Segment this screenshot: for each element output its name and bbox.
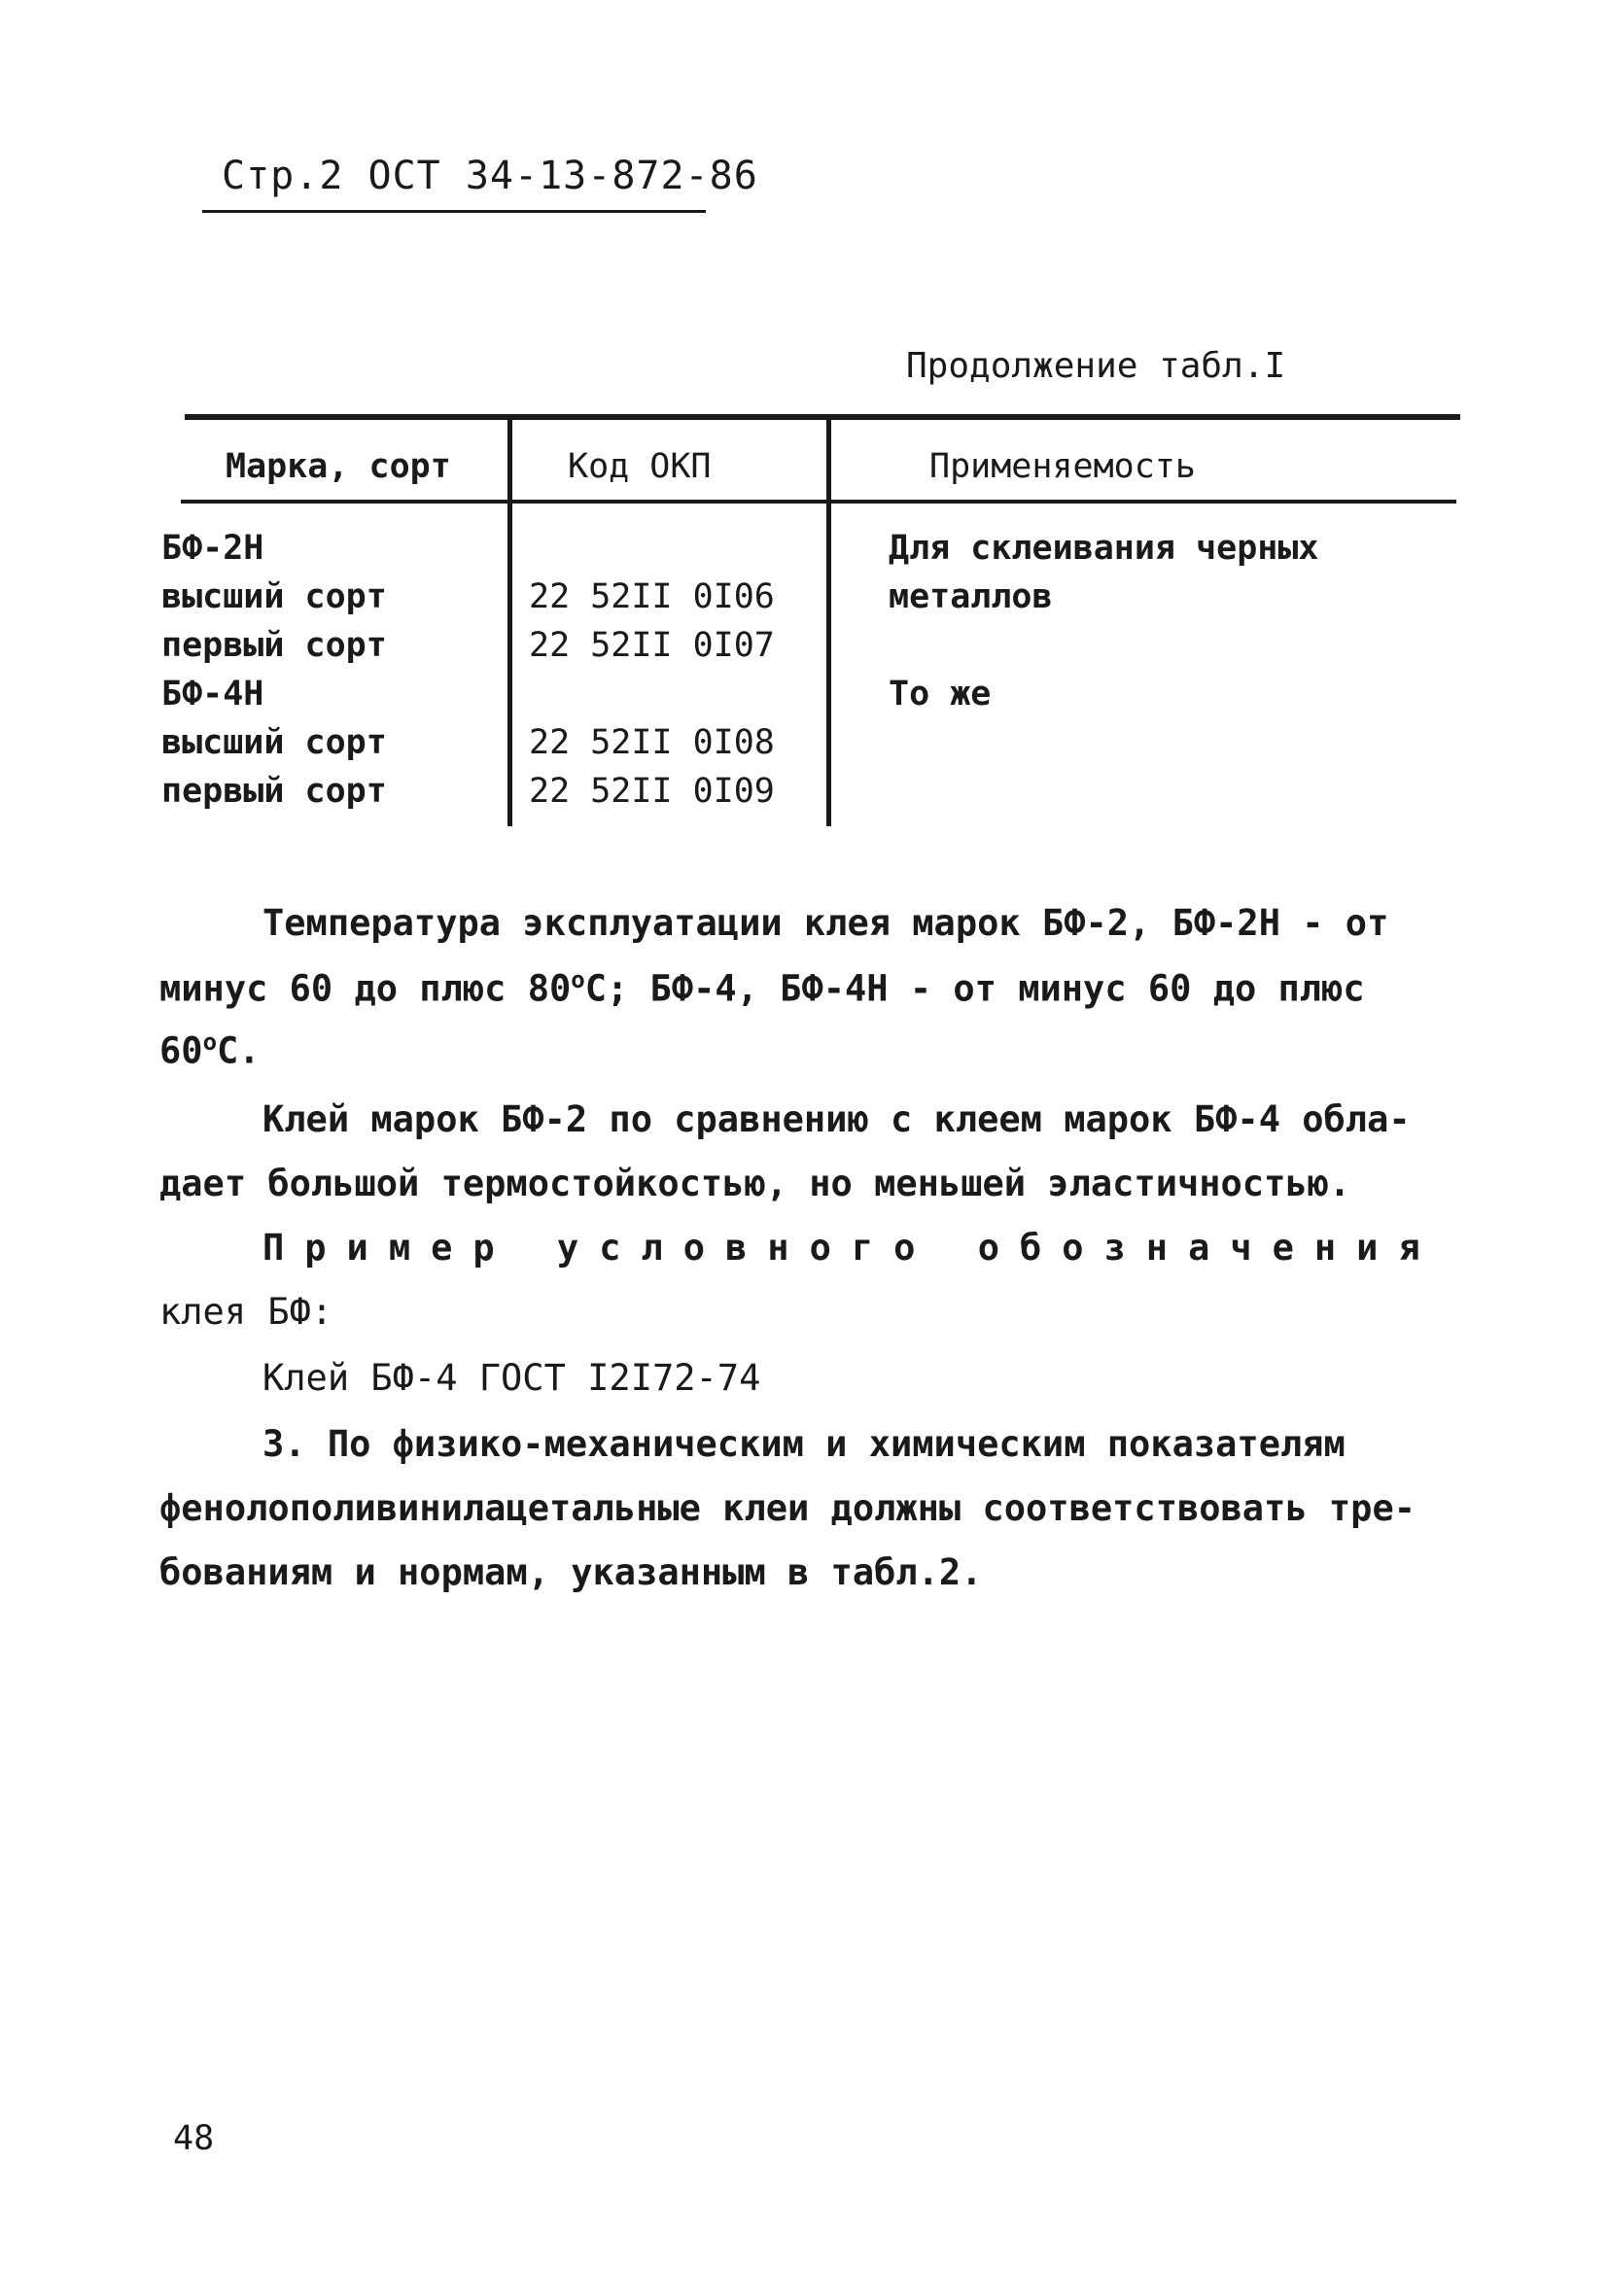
designation-example: Клей БФ-4 ГОСТ I2I72-74 <box>262 1357 761 1399</box>
header-underline <box>202 210 706 213</box>
table-column-divider <box>826 418 831 826</box>
paragraph-line: бованиям и нормам, указанным в табл.2. <box>159 1551 983 1593</box>
page-number: 48 <box>173 2119 215 2158</box>
table-header-mark: Марка, сорт <box>226 447 451 486</box>
spaced-heading: Пример условного обозначения <box>262 1227 1441 1269</box>
table-cell-code: 22 52II 0I07 <box>529 626 775 665</box>
paragraph-line: клея БФ: <box>159 1291 333 1333</box>
table-cell-mark: высший сорт <box>161 723 387 762</box>
table-header-rule <box>181 500 1456 504</box>
table-cell-mark: БФ-2Н <box>161 529 264 568</box>
table-cell-code: 22 52II 0I09 <box>529 772 775 811</box>
table-cell-use: металлов <box>889 577 1053 616</box>
table-cell-mark: первый сорт <box>161 626 387 665</box>
table-cell-use: Для склеивания черных <box>889 529 1319 568</box>
paragraph-line: $60^оС$. <box>159 1028 261 1072</box>
paragraph-line: 3. По физико-механическим и химическим показателям <box>262 1423 1346 1465</box>
table-cell-use: То же <box>889 675 992 713</box>
paragraph-line: Температура эксплуатации клея марок БФ-2, БФ-2Н - от <box>262 902 1389 944</box>
table-column-divider <box>507 418 512 826</box>
table-caption: Продолжение табл.I <box>906 346 1286 386</box>
paragraph-line: дает большой термостойкостью, но меньшей эластичностью. <box>159 1163 1351 1204</box>
table-top-rule <box>185 414 1460 420</box>
table-cell-mark: первый сорт <box>161 772 387 811</box>
table-cell-code: 22 52II 0I06 <box>529 577 775 616</box>
table-cell-code: 22 52II 0I08 <box>529 723 775 762</box>
table-header-code: Код ОКП <box>568 447 712 486</box>
paragraph-line: минус 60 до плюс $80^оС$; БФ-4, БФ-4Н - от минус 60 до плюс <box>159 966 1365 1010</box>
paragraph-line: Клей марок БФ-2 по сравнению с клеем марок БФ-4 обла- <box>262 1098 1411 1140</box>
table-cell-mark: высший сорт <box>161 577 387 616</box>
paragraph-line: фенолополивинилацетальные клеи должны соответствовать тре- <box>159 1487 1416 1529</box>
table-header-use: Применяемость <box>929 447 1196 486</box>
document-header: Стр.2 ОСТ 34-13-872-86 <box>222 154 758 198</box>
table-cell-mark: БФ-4Н <box>161 675 264 713</box>
